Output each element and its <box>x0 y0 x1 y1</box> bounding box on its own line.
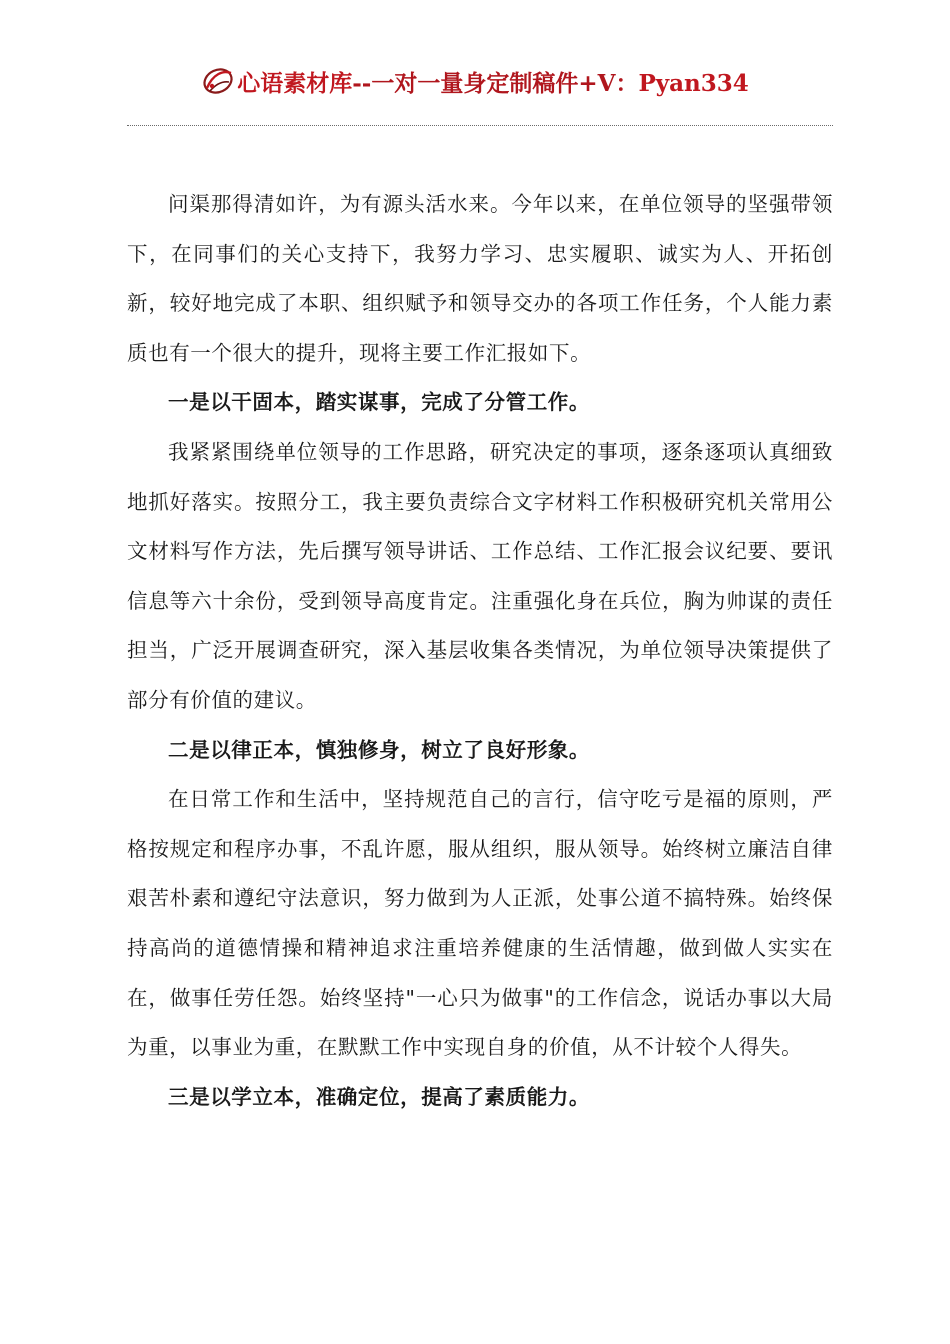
header-divider <box>127 125 833 126</box>
page-header <box>0 58 950 104</box>
wechat-id: Pyan334 <box>638 69 749 97</box>
header-tagline: --一对一量身定制稿件+V： <box>352 69 639 97</box>
brand-swirl-icon <box>201 64 235 98</box>
section-1-title: 一是以干固本，踏实谋事，完成了分管工作。 <box>168 390 590 415</box>
section-2-paragraph: 在日常工作和生活中，坚持规范自己的言行，信守吃亏是福的原则，严格按规定和程序办事，不乱许愿，服从组织，服从领导。始终树立廉洁自律艰苦朴素和遵纪守法意识，努力做到为人正派，处事公道不搞特殊。始终保持高尚的道德情操和精神追求注重培养健康的生活情趣，做到做人实实在在，做事任劳任怨。始终坚持"一心只为做事"的工作信念，说话办事以大局为重，以事业为重，在默默工作中实现自身的价值，从不计较个人得失。 <box>127 787 833 1060</box>
header-text <box>237 65 749 98</box>
document-body <box>127 180 833 1122</box>
section-1-paragraph: 我紧紧围绕单位领导的工作思路，研究决定的事项，逐条逐项认真细致地抓好落实。按照分工，我主要负责综合文字材料工作积极研究机关常用公文材料写作方法，先后撰写领导讲话、工作总结、工作汇报会议纪要、要讯信息等六十余份，受到领导高度肯定。注重强化身在兵位，胸为帅谋的责任担当，广泛开展调查研究，深入基层收集各类情况，为单位领导决策提供了部分有价值的建议。 <box>127 439 833 712</box>
intro-paragraph: 问渠那得清如许，为有源头活水来。今年以来，在单位领导的坚强带领下，在同事们的关心支持下，我努力学习、忠实履职、诚实为人、开拓创新，较好地完成了本职、组织赋予和领导交办的各项工作任务，个人能力素质也有一个很大的提升，现将主要工作汇报如下。 <box>127 192 833 365</box>
brand-name: 心语素材库 <box>237 69 353 97</box>
section-2-title: 二是以律正本，慎独修身，树立了良好形象。 <box>168 737 590 762</box>
section-3-title: 三是以学立本，准确定位，提高了素质能力。 <box>168 1084 590 1109</box>
